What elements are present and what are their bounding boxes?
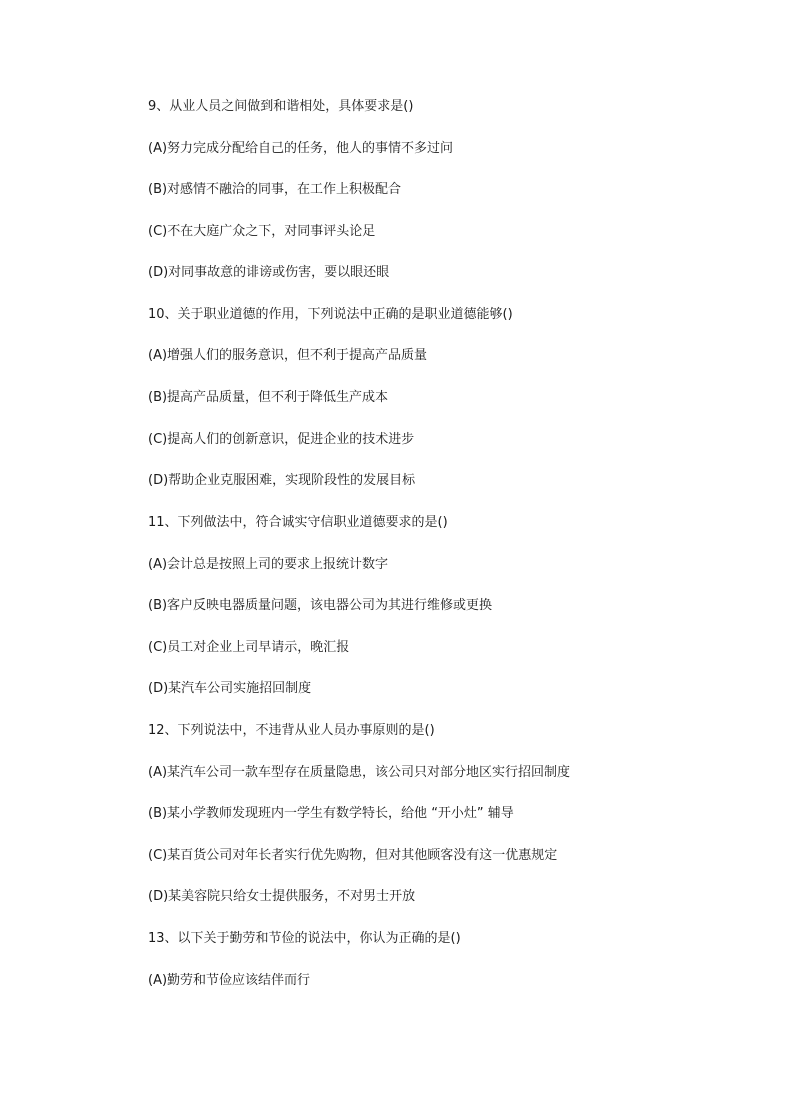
question-10-option-b: (B)提高产品质量，但不利于降低生产成本 (148, 390, 389, 405)
question-9-option-c: (C)不在大庭广众之下，对同事评头论足 (148, 224, 376, 239)
question-11-option-b: (B)客户反映电器质量问题，该电器公司为其进行维修或更换 (148, 598, 493, 613)
question-12-option-d: (D)某美容院只给女士提供服务，不对男士开放 (148, 889, 416, 904)
question-9-option-a: (A)努力完成分配给自己的任务，他人的事情不多过问 (148, 141, 454, 156)
question-13-stem: 13、以下关于勤劳和节俭的说法中，你认为正确的是() (148, 931, 461, 946)
question-10-stem: 10、关于职业道德的作用，下列说法中正确的是职业道德能够() (148, 307, 513, 322)
question-10-option-d: (D)帮助企业克服困难，实现阶段性的发展目标 (148, 473, 416, 488)
question-11-option-d: (D)某汽车公司实施招回制度 (148, 681, 312, 696)
question-10-option-a: (A)增强人们的服务意识，但不利于提高产品质量 (148, 348, 428, 363)
question-10-option-c: (C)提高人们的创新意识，促进企业的技术进步 (148, 432, 415, 447)
question-12-option-b: (B)某小学教师发现班内一学生有数学特长，给他 “开小灶” 辅导 (148, 806, 514, 821)
question-12-option-a: (A)某汽车公司一款车型存在质量隐患，该公司只对部分地区实行招回制度 (148, 765, 571, 780)
question-11-option-a: (A)会计总是按照上司的要求上报统计数字 (148, 557, 389, 572)
question-12-option-c: (C)某百货公司对年长者实行优先购物，但对其他顾客没有这一优惠规定 (148, 848, 558, 863)
question-11-stem: 11、下列做法中，符合诚实守信职业道德要求的是() (148, 515, 448, 530)
question-9-option-b: (B)对感情不融洽的同事，在工作上积极配合 (148, 182, 402, 197)
question-9-stem: 9、从业人员之间做到和谐相处，具体要求是() (148, 99, 414, 114)
question-12-stem: 12、下列说法中，不违背从业人员办事原则的是() (148, 723, 435, 738)
question-11-option-c: (C)员工对企业上司早请示，晚汇报 (148, 640, 350, 655)
question-9-option-d: (D)对同事故意的诽谤或伤害，要以眼还眼 (148, 265, 390, 280)
question-13-option-a: (A)勤劳和节俭应该结伴而行 (148, 973, 311, 988)
